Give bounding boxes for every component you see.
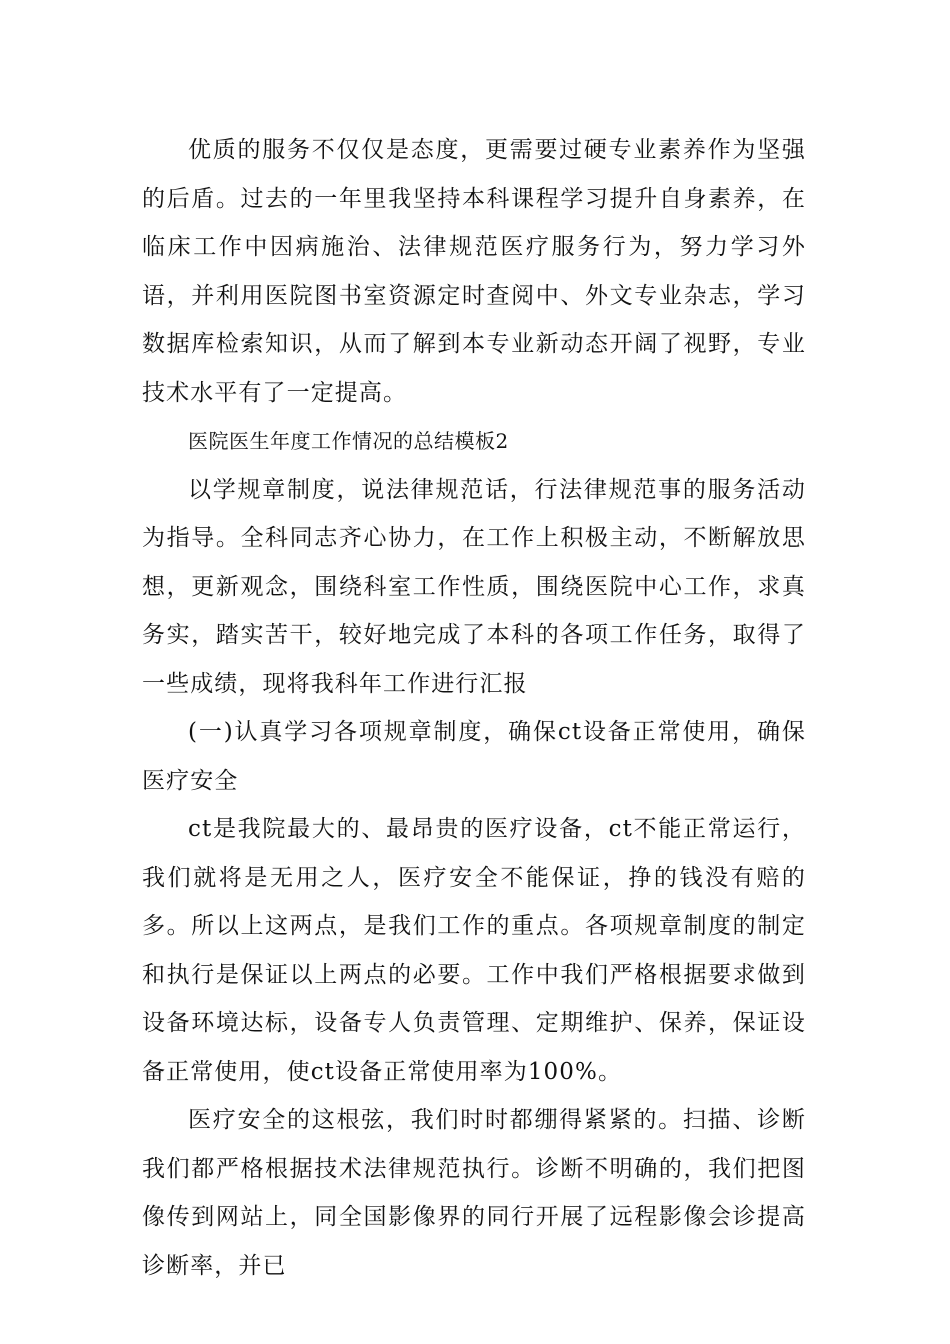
document-body bbox=[142, 126, 806, 1290]
paragraph-ct-equipment: ct是我院最大的、最昂贵的医疗设备，ct不能正常运行，我们就将是无用之人，医疗安全不能保证，挣的钱没有赔的多。所以上这两点，是我们工作的重点。各项规章制度的制定和执行是保证以上两点的必要。工作中我们严格根据要求做到设备环境达标，设备专人负责管理、定期维护、保养，保证设备正常使用，使ct设备正常使用率为100%。 bbox=[142, 816, 806, 1085]
section-heading-template-2: 医院医生年度工作情况的总结模板2 bbox=[188, 429, 509, 453]
paragraph-service-quality: 优质的服务不仅仅是态度，更需要过硬专业素养作为坚强的后盾。过去的一年里我坚持本科课程学习提升自身素养，在临床工作中因病施治、法律规范医疗服务行为，努力学习外语，并利用医院图书室资源定时查阅中、外文专业杂志，学习数据库检索知识，从而了解到本专业新动态开阔了视野，专业技术水平有了一定提高。 bbox=[142, 137, 806, 406]
paragraph-subheading-rules: (一)认真学习各项规章制度，确保ct设备正常使用，确保医疗安全 bbox=[142, 719, 806, 794]
paragraph-work-summary-intro: 以学规章制度，说法律规范话，行法律规范事的服务活动为指导。全科同志齐心协力，在工作上积极主动，不断解放思想，更新观念，围绕科室工作性质，围绕医院中心工作，求真务实，踏实苦干，较好地完成了本科的各项工作任务，取得了一些成绩，现将我科年工作进行汇报 bbox=[142, 476, 806, 697]
paragraph-medical-safety: 医疗安全的这根弦，我们时时都绷得紧紧的。扫描、诊断我们都严格根据技术法律规范执行。诊断不明确的，我们把图像传到网站上，同全国影像界的同行开展了远程影像会诊提高诊断率，并已 bbox=[142, 1107, 806, 1279]
